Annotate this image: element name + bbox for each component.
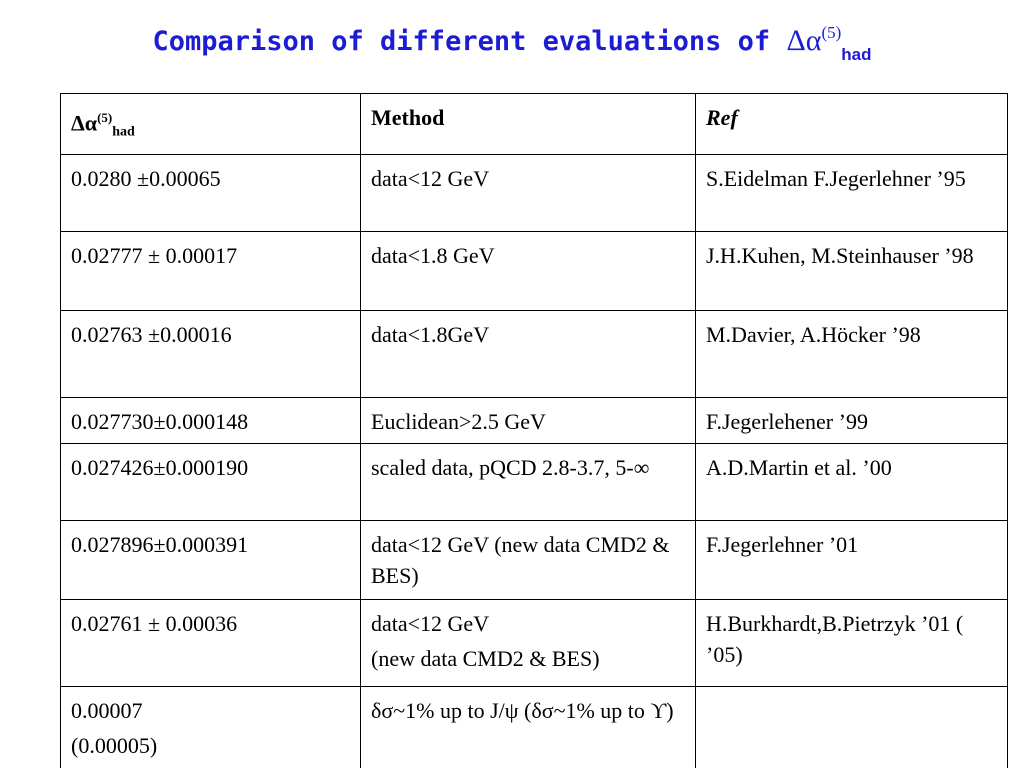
cell-value-text: 0.00007	[71, 697, 143, 723]
table-row	[61, 310, 1008, 397]
table-body	[61, 154, 1008, 768]
cell-ref	[696, 520, 1008, 599]
header-subscript: had	[112, 124, 135, 140]
title-superscript: (5)	[821, 23, 842, 42]
cell-ref	[696, 599, 1008, 686]
cell-method-text: data<12 GeV	[371, 165, 490, 191]
cell-value-text: 0.027896±0.000391	[71, 531, 249, 557]
title-symbol: Δα	[786, 24, 822, 57]
table-row	[61, 599, 1008, 686]
cell-value	[61, 686, 361, 768]
table-row	[61, 154, 1008, 231]
table-row	[61, 520, 1008, 599]
cell-method-text: Euclidean>2.5 GeV	[371, 408, 546, 434]
cell-value	[61, 520, 361, 599]
table-row	[61, 397, 1008, 443]
table-row	[61, 231, 1008, 310]
cell-value	[61, 599, 361, 686]
cell-method	[361, 599, 696, 686]
cell-method-text: data<1.8 GeV	[371, 242, 495, 268]
cell-value-text: 0.02777 ± 0.00017	[71, 242, 238, 268]
cell-ref	[696, 231, 1008, 310]
cell-ref	[696, 310, 1008, 397]
cell-ref-text: S.Eidelman F.Jegerlehner ’95	[706, 165, 966, 191]
cell-ref	[696, 154, 1008, 231]
cell-value	[61, 397, 361, 443]
cell-ref	[696, 686, 1008, 768]
table-header-row	[61, 94, 1008, 155]
cell-ref-text: F.Jegerlehener ’99	[706, 408, 868, 434]
cell-method-text: scaled data, pQCD 2.8-3.7, 5-∞	[371, 454, 650, 480]
cell-value-text: 0.02761 ± 0.00036	[71, 610, 238, 636]
cell-method	[361, 443, 696, 520]
header-method: Method	[361, 94, 696, 155]
table-row	[61, 443, 1008, 520]
cell-method-text: data<12 GeV	[371, 610, 490, 636]
slide-title	[0, 23, 1024, 65]
header-ref: Ref	[696, 94, 1008, 155]
cell-value-text: 0.027730±0.000148	[71, 408, 249, 434]
cell-method-text: δσ~1% up to J/ψ (δσ~1% up to ϒ)	[371, 697, 674, 723]
cell-ref-text: A.D.Martin et al. ’00	[706, 454, 892, 480]
title-subscript: had	[841, 45, 872, 65]
cell-value	[61, 443, 361, 520]
cell-method	[361, 154, 696, 231]
cell-ref-text: H.Burkhardt,B.Pietrzyk ’01 ( ’05)	[706, 610, 964, 667]
cell-value	[61, 231, 361, 310]
cell-ref-text: J.H.Kuhen, M.Steinhauser ’98	[706, 242, 974, 268]
cell-value-text: 0.02763 ±0.00016	[71, 321, 232, 347]
title-text: Comparison of different evaluations of	[152, 26, 787, 57]
cell-value	[61, 154, 361, 231]
cell-value-text: 0.027426±0.000190	[71, 454, 249, 480]
header-superscript: (5)	[97, 110, 113, 125]
table-row	[61, 686, 1008, 768]
cell-value	[61, 310, 361, 397]
header-delta-alpha	[61, 94, 361, 155]
cell-method-text: data<1.8GeV	[371, 321, 490, 347]
cell-method	[361, 686, 696, 768]
cell-value-text: (0.00005)	[71, 732, 158, 758]
cell-ref	[696, 397, 1008, 443]
cell-method	[361, 520, 696, 599]
cell-method	[361, 231, 696, 310]
cell-method	[361, 310, 696, 397]
cell-method-text: data<12 GeV (new data CMD2 & BES)	[371, 531, 670, 588]
comparison-table	[60, 93, 1008, 768]
header-symbol: Δα	[71, 110, 98, 136]
cell-ref-text: F.Jegerlehner ’01	[706, 531, 859, 557]
cell-value-text: 0.0280 ±0.00065	[71, 165, 221, 191]
cell-ref-text: M.Davier, A.Höcker ’98	[706, 321, 921, 347]
cell-ref	[696, 443, 1008, 520]
cell-method-text: (new data CMD2 & BES)	[371, 645, 600, 671]
cell-method	[361, 397, 696, 443]
